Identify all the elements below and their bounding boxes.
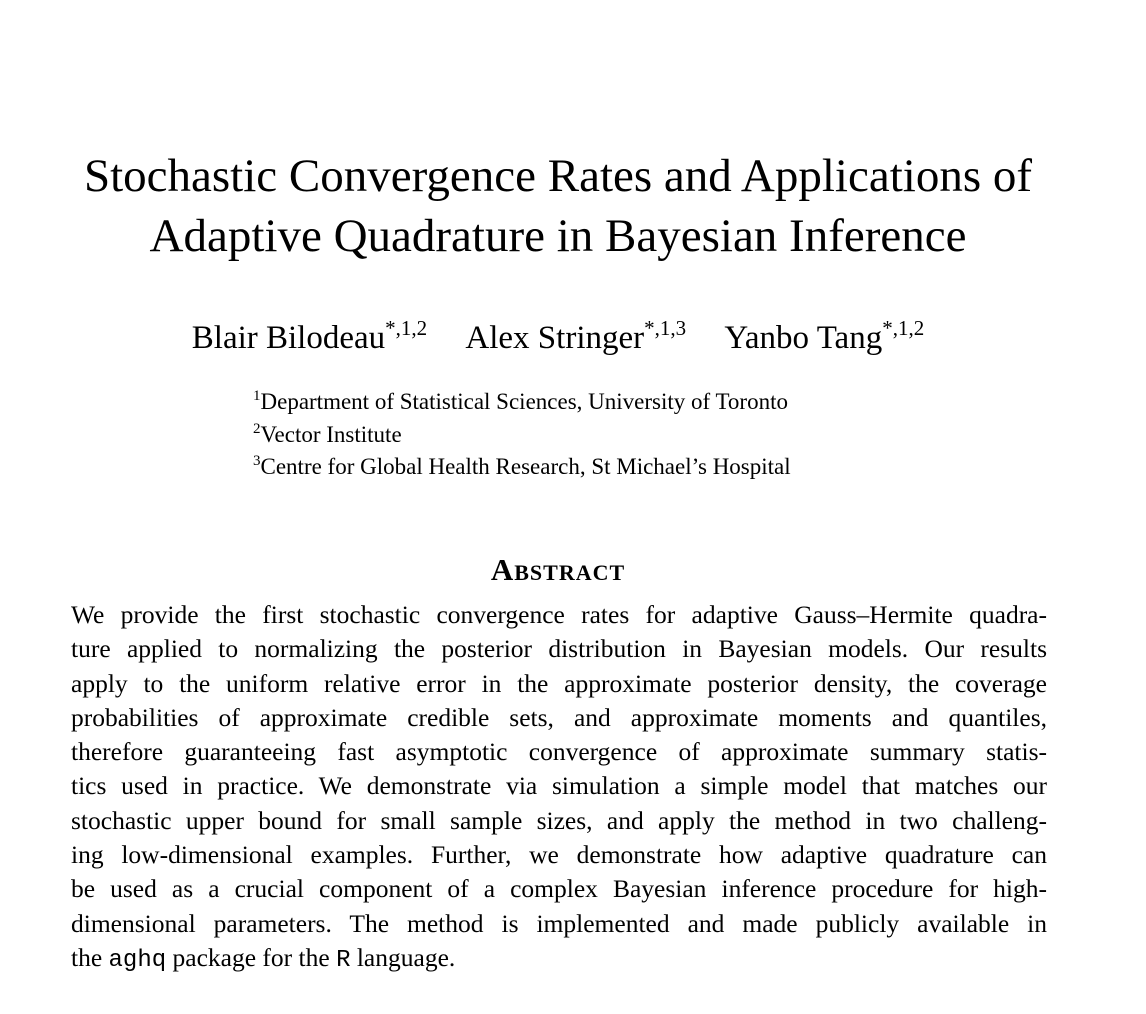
abstract-line: tics used in practice. We demonstrate via simulation a simple model that matches our (71, 771, 1047, 801)
title-line-1: Stochastic Convergence Rates and Applications of (83, 150, 1033, 202)
affiliation (253, 419, 791, 452)
affiliation (253, 451, 791, 484)
abstract-body (71, 598, 1047, 978)
abstract-heading: Abstract (490, 552, 626, 587)
abstract-line: stochastic upper bound for small sample sizes, and apply the method in two challeng- (71, 805, 1047, 835)
author-name: Yanbo Tang (724, 320, 883, 356)
abstract-line: probabilities of approximate credible sets, and approximate moments and quantiles, (71, 702, 1047, 732)
author-marks: *,1,2 (385, 316, 428, 340)
abstract-text: the (71, 942, 103, 972)
author (724, 316, 924, 360)
abstract-last-line (71, 941, 1047, 978)
affiliation-number: 1 (253, 388, 261, 404)
abstract-line: therefore guaranteeing fast asymptotic convergence of approximate summary statis- (71, 737, 1047, 767)
language-name-code: R (336, 946, 351, 974)
affiliation-number: 2 (253, 420, 261, 437)
abstract-line: ture applied to normalizing the posterior distribution in Bayesian models. Our results (71, 634, 1047, 664)
author-name: Blair Bilodeau (191, 320, 386, 356)
author-marks: *,1,3 (644, 316, 687, 340)
affiliation-text: Centre for Global Health Research, St Michael’s Hospital (260, 454, 791, 479)
abstract-text: language. (356, 942, 456, 972)
abstract-line: be used as a crucial component of a complex Bayesian inference procedure for high- (71, 874, 1047, 904)
abstract-line: dimensional parameters. The method is implemented and made publicly available in (71, 908, 1047, 938)
author (192, 316, 427, 360)
author-marks: *,1,2 (882, 316, 925, 340)
author (465, 316, 686, 360)
author-list (0, 316, 1116, 360)
abstract-line: apply to the uniform relative error in the approximate posterior density, the coverage (71, 668, 1047, 698)
affiliation (253, 386, 791, 419)
abstract-line: We provide the first stochastic convergence rates for adaptive Gauss–Hermite quadra- (71, 600, 1047, 629)
title-line-2: Adaptive Quadrature in Bayesian Inference (149, 210, 967, 262)
affiliation-number: 3 (253, 453, 261, 469)
paper-title (0, 146, 1116, 266)
affiliation-list (253, 386, 791, 484)
affiliation-text: Vector Institute (260, 421, 402, 447)
abstract-line: ing low-dimensional examples. Further, we demonstrate how adaptive quadrature can (71, 840, 1047, 870)
package-name-code: aghq (108, 946, 167, 974)
affiliation-text: Department of Statistical Sciences, University of Toronto (260, 389, 788, 414)
abstract-text: package for the (172, 942, 330, 972)
author-name: Alex Stringer (465, 320, 645, 356)
